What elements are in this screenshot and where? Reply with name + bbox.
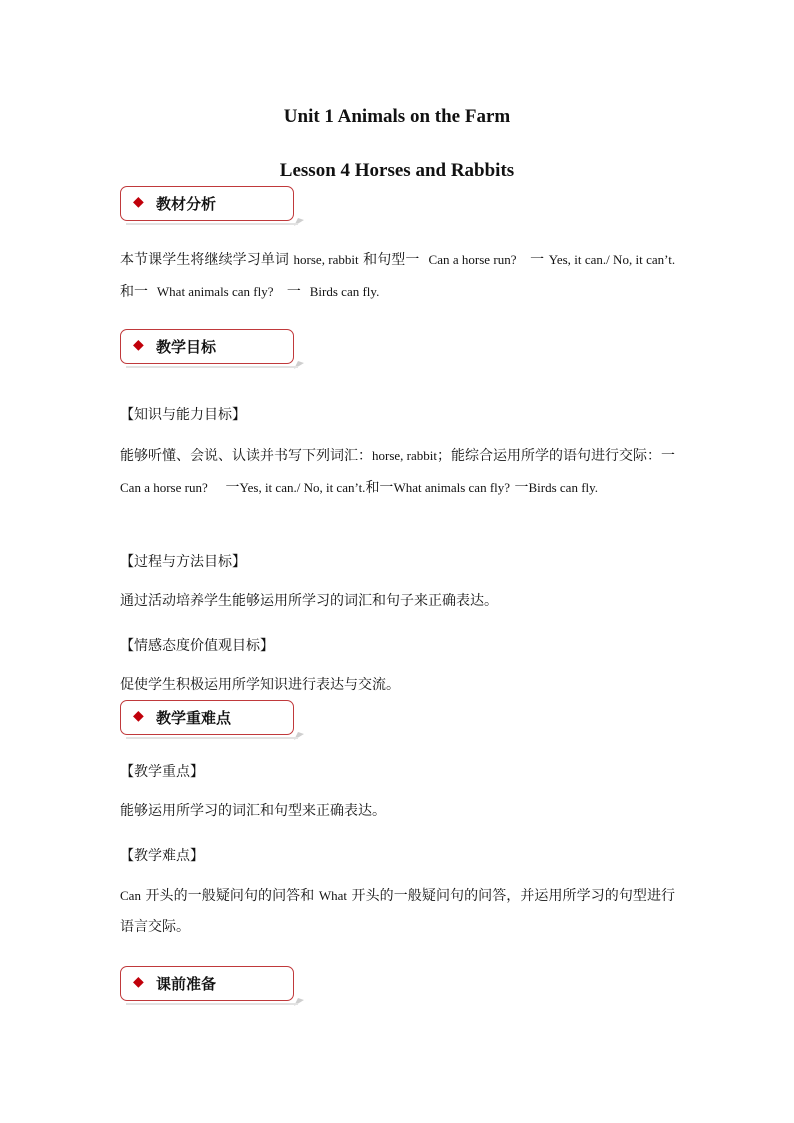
text-en: Yes, it can./ No, it can’t. [548,252,676,267]
section-header-preparation [120,966,294,1001]
goals-heading-attitude: 【情感态度价值观目标】 [120,638,274,654]
text-cn: ；能综合运用所学的语句进行交际：一 [437,448,676,464]
text-en: Birds can fly. [528,480,599,495]
diamond-bullet-icon: ◆ [133,337,144,353]
text-en: What animals can fly? [156,284,274,299]
text-cn: 能够听懂、会说、认读并书写下列词汇： [120,448,373,464]
text-en: horse, rabbit [372,448,437,463]
key-heading-focus: 【教学重点】 [120,764,204,780]
diamond-bullet-icon: ◆ [133,194,144,210]
document-subtitle: Lesson 4 Horses and Rabbits [279,160,515,181]
goals-heading-process: 【过程与方法目标】 [120,554,246,570]
text-en: Can a horse run? [120,480,208,495]
text-cn: 一 [225,480,240,496]
section-header-key-points [120,700,294,735]
text-cn: 本节课学生将继续学习单词 [120,252,289,268]
text-en: Birds can fly. [309,284,380,299]
section-header-goals [120,329,294,364]
text-cn: 和一 [120,284,148,300]
goals-knowledge-paragraph [120,440,675,504]
document-title: Unit 1 Animals on the Farm [283,106,511,127]
text-cn: 和一 [365,480,394,496]
section-header-label: 教学重难点 [156,709,232,727]
text-en: horse, rabbit [293,252,359,267]
text-cn: 开头的一般疑问句的问答和 [145,888,315,904]
diamond-bullet-icon: ◆ [133,708,144,724]
text-cn: 和句型一 [363,252,420,268]
section-header-label: 教学目标 [156,338,217,356]
goals-heading-knowledge: 【知识与能力目标】 [120,407,246,423]
key-difficulty-paragraph [120,880,675,943]
key-heading-difficulty: 【教学难点】 [120,848,204,864]
analysis-paragraph [120,244,675,308]
text-en: Yes, it can./ No, it can’t. [239,480,366,495]
section-header-label: 课前准备 [156,975,217,993]
key-focus-paragraph: 能够运用所学习的词汇和句型来正确表达。 [120,803,386,819]
text-cn: 开头的一般疑问句的问答，并运用所学习的句型进行语言交际。 [120,888,676,935]
text-en: Can [120,888,141,903]
section-header-label: 教材分析 [156,195,217,213]
text-cn: 一 [514,480,529,496]
goals-process-paragraph: 通过活动培养学生能够运用所学习的词汇和句子来正确表达。 [120,593,498,609]
text-cn: 一 [286,284,301,300]
text-cn: 一 [530,252,545,268]
goals-attitude-paragraph: 促使学生积极运用所学知识进行表达与交流。 [120,677,400,693]
text-en: What [318,888,347,903]
diamond-bullet-icon: ◆ [133,974,144,990]
text-en: What animals can fly? [393,480,511,495]
text-en: Can a horse run? [428,252,517,267]
section-header-analysis [120,186,294,221]
